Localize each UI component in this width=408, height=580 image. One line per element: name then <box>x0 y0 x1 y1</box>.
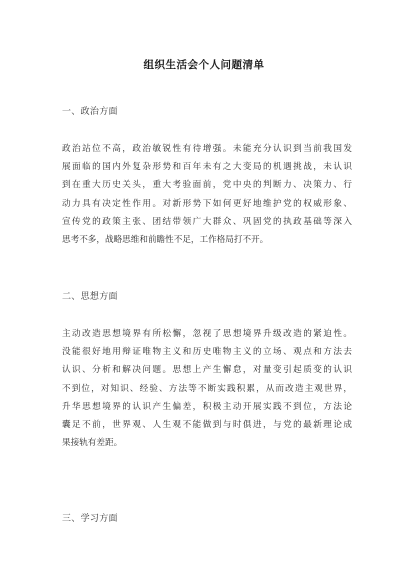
paragraph-line: 没能很好地用辩证唯物主义和历史唯物主义的立场、观点和方法去 <box>62 347 352 358</box>
paragraph-line: 政治站位不高，政治敏锐性有待增强。未能充分认识到当前我国发 <box>62 144 352 154</box>
paragraph-line: 展面临的国内外复杂形势和百年未有之大变局的机遇挑战，未认识 <box>62 162 352 173</box>
section-heading-study: 三、学习方面 <box>62 514 118 524</box>
paragraph-line: 果接轨有差距。 <box>62 438 123 449</box>
paragraph-line: 囊足不前，世界观、人生观不能做到与时俱进，与党的最新理论成 <box>62 420 352 431</box>
paragraph-line: 到在重大历史关头，重大考验面前，党中央的判断力、决策力、行 <box>62 180 352 191</box>
section-paragraph-thought <box>62 325 362 452</box>
section-heading-politics: 一、政治方面 <box>62 107 118 117</box>
document-title: 组织生活会个人问题清单 <box>143 59 265 71</box>
paragraph-line: 不到位，对知识、经验、方法等不断实践积累，从而改造主观世界， <box>62 383 352 394</box>
paragraph-line: 认识、分析和解决问题。思想上产生懈怠，对量变引起质变的认识 <box>62 365 352 376</box>
paragraph-line: 升华思想境界的认识产生偏差，积极主动开展实践不到位，方法论 <box>62 401 352 412</box>
paragraph-line: 宣传党的政策主张、团结带领广大群众、巩固党的执政基础等深入 <box>62 216 352 227</box>
paragraph-line: 主动改造思想境界有所松懈，忽视了思想境界升级改造的紧迫性。 <box>62 329 352 339</box>
section-heading-thought: 二、思想方面 <box>62 292 118 302</box>
paragraph-line: 思考不多，战略思维和前瞻性不足，工作格局打不开。 <box>62 235 269 246</box>
section-paragraph-politics <box>62 140 362 249</box>
paragraph-line: 动力具有决定性作用。对新形势下如何更好地维护党的权威形象、 <box>62 198 352 209</box>
